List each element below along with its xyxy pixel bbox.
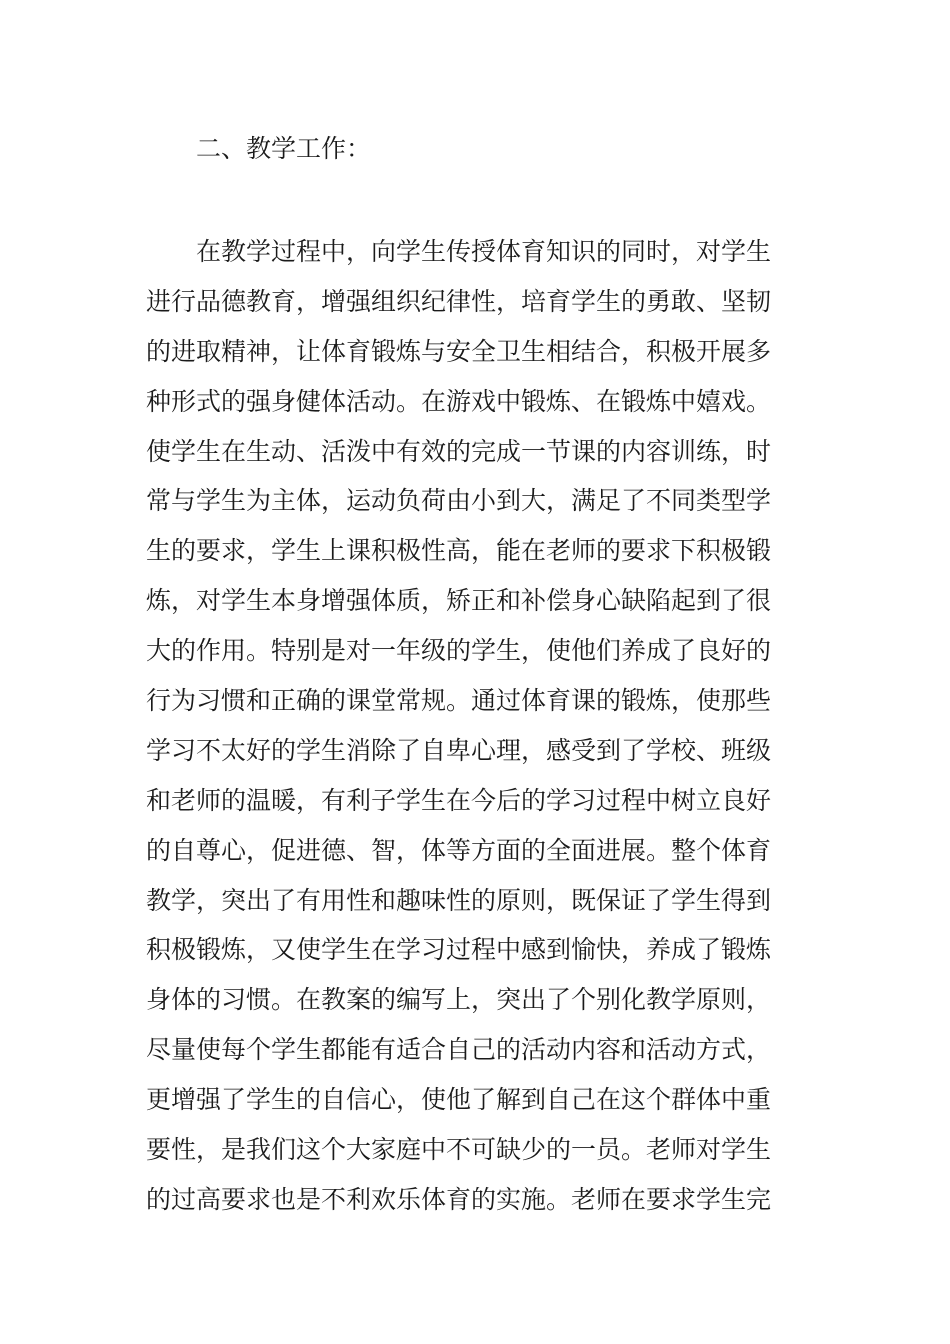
text-line: 种形式的强身健体活动。在游戏中锻炼、在锻炼中嬉戏。 — [146, 386, 772, 416]
text-line: 炼，对学生本身增强体质，矫正和补偿身心缺陷起到了很 — [146, 586, 772, 616]
text-line: 在教学过程中，向学生传授体育知识的同时，对学生 — [146, 237, 772, 266]
text-line: 身体的习惯。在教案的编写上，突出了个别化教学原则， — [146, 985, 772, 1015]
text-line: 的过高要求也是不利欢乐体育的实施。老师在要求学生完 — [146, 1184, 772, 1214]
text-line: 的进取精神，让体育锻炼与安全卫生相结合，积极开展多 — [146, 336, 772, 366]
body-paragraph — [146, 227, 806, 1225]
text-line: 的自尊心，促进德、智，体等方面的全面进展。整个体育 — [146, 835, 772, 865]
text-line: 要性，是我们这个大家庭中不可缺少的一员。老师对学生 — [146, 1135, 772, 1165]
section-heading: 二、教学工作： — [196, 134, 372, 163]
text-line: 使学生在生动、活泼中有效的完成一节课的内容训练，时 — [146, 436, 772, 466]
text-line: 更增强了学生的自信心，使他了解到自己在这个群体中重 — [146, 1085, 772, 1115]
text-line: 和老师的温暖，有利子学生在今后的学习过程中树立良好 — [146, 785, 772, 815]
text-line: 大的作用。特别是对一年级的学生，使他们养成了良好的 — [146, 636, 772, 666]
text-line: 学习不太好的学生消除了自卑心理，感受到了学校、班级 — [146, 735, 772, 765]
text-line: 常与学生为主体，运动负荷由小到大，满足了不同类型学 — [146, 486, 772, 516]
text-line: 生的要求，学生上课积极性高，能在老师的要求下积极锻 — [146, 536, 772, 566]
text-line: 教学，突出了有用性和趣味性的原则，既保证了学生得到 — [146, 885, 772, 915]
text-line: 积极锻炼，又使学生在学习过程中感到愉快，养成了锻炼 — [146, 935, 772, 965]
text-line: 行为习惯和正确的课堂常规。通过体育课的锻炼，使那些 — [146, 686, 772, 716]
text-line: 尽量使每个学生都能有适合自己的活动内容和活动方式， — [146, 1035, 772, 1065]
text-line: 进行品德教育，增强组织纪律性，培育学生的勇敢、坚韧 — [146, 286, 772, 316]
